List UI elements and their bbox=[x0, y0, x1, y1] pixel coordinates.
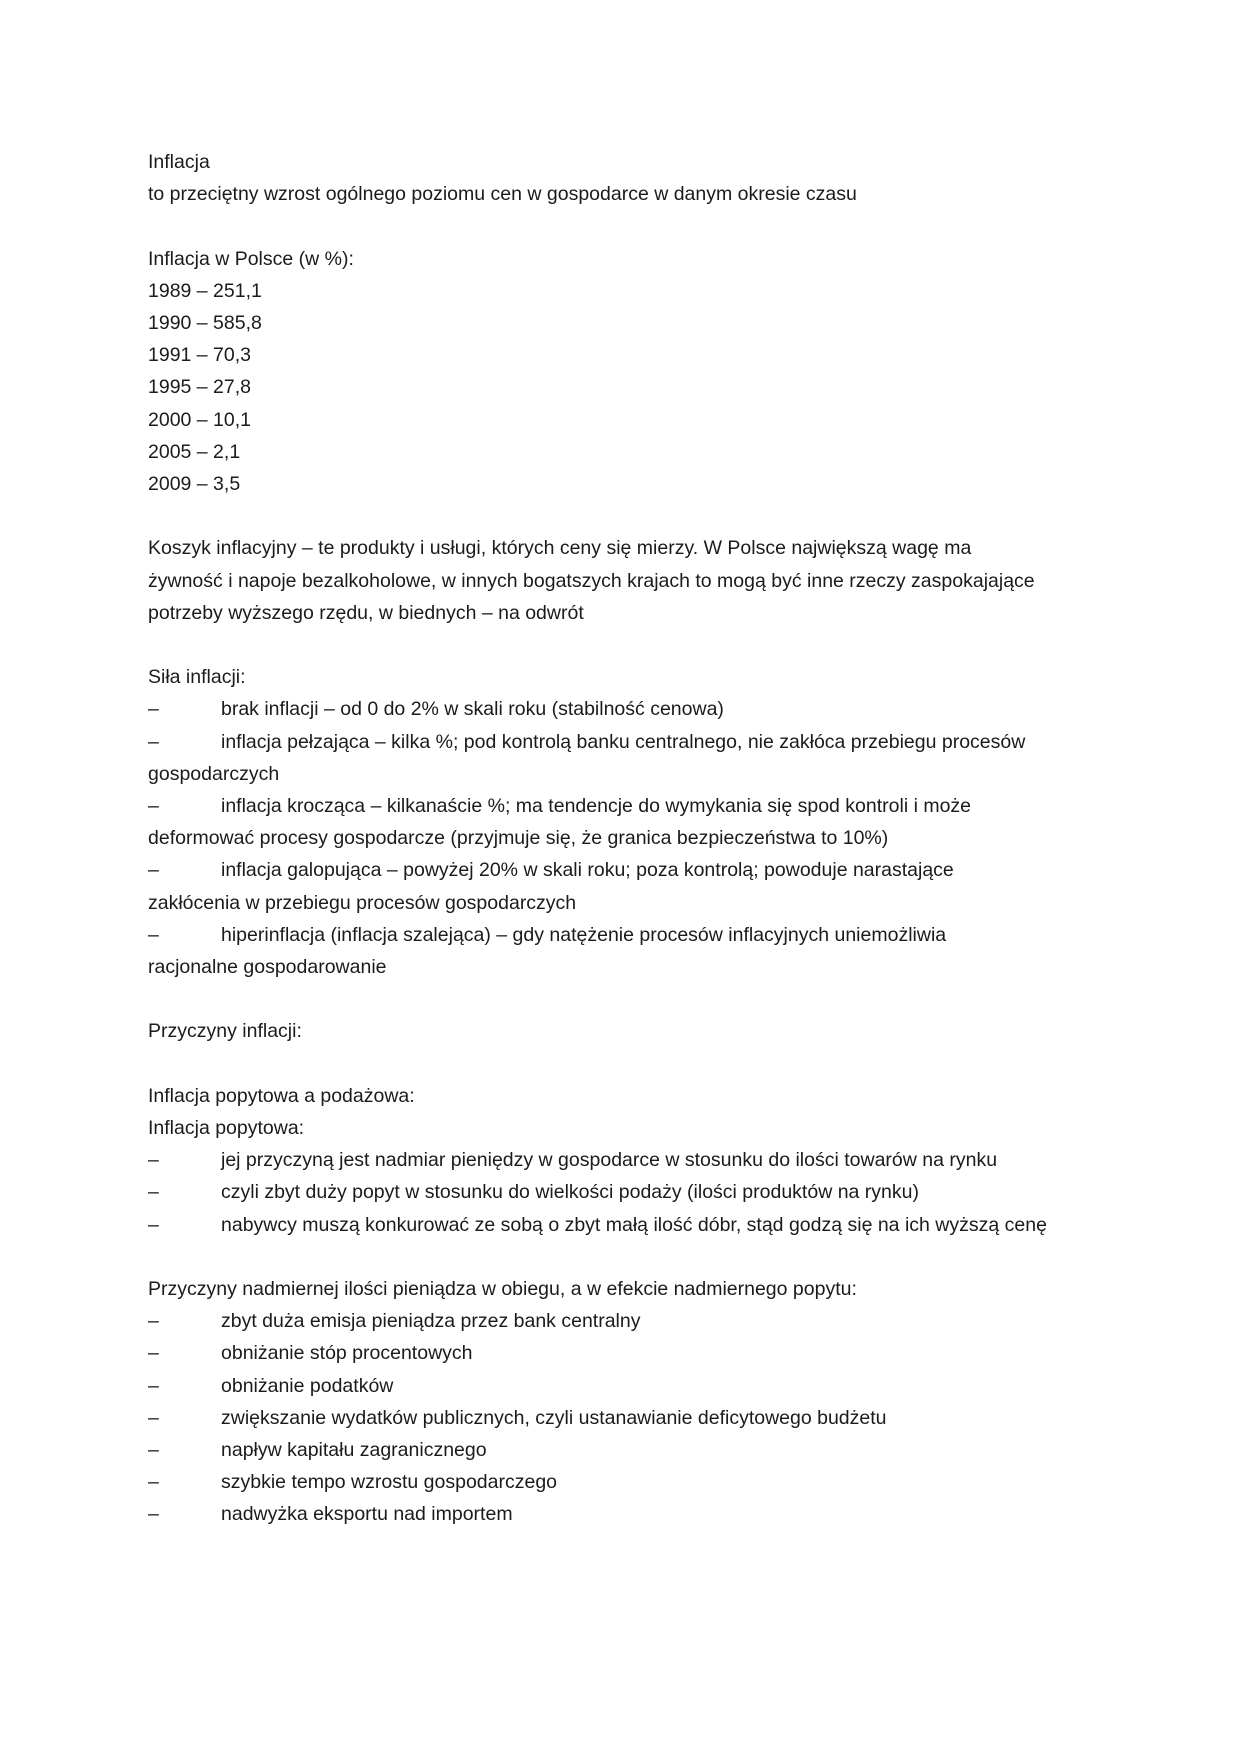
list-item-text: obniżanie stóp procentowych bbox=[221, 1342, 473, 1365]
list-item-text: czyli zbyt duży popyt w stosunku do wielkości podaży (ilości produktów na rynku) bbox=[221, 1181, 919, 1204]
spacer bbox=[148, 1048, 1108, 1080]
rate-line: 1989 – 251,1 bbox=[148, 279, 262, 302]
bullet-dash: – bbox=[148, 1471, 159, 1494]
list-item-text: zbyt duża emisja pieniądza przez bank centralny bbox=[221, 1310, 641, 1333]
demand-supply-heading: Inflacja popytowa a podażowa: bbox=[148, 1084, 415, 1107]
bullet-dash: – bbox=[148, 1406, 159, 1429]
list-item bbox=[148, 1337, 1108, 1369]
bullet-dash: – bbox=[148, 1439, 159, 1462]
document-page bbox=[148, 146, 1108, 1531]
list-item bbox=[148, 1498, 1108, 1530]
basket-paragraph-line: żywność i napoje bezalkoholowe, w innych bogatszych krajach to mogą być inne rzeczy zaspokajające bbox=[148, 569, 1035, 592]
list-item bbox=[148, 1305, 1108, 1337]
spacer bbox=[148, 983, 1108, 1015]
list-item bbox=[148, 693, 1108, 725]
list-item-text: inflacja galopująca – powyżej 20% w skali roku; poza kontrolą; powoduje narastające bbox=[221, 859, 954, 882]
list-item bbox=[148, 726, 1108, 790]
list-item bbox=[148, 1434, 1108, 1466]
poland-heading: Inflacja w Polsce (w %): bbox=[148, 247, 354, 270]
causes-heading: Przyczyny inflacji: bbox=[148, 1020, 302, 1043]
bullet-dash: – bbox=[148, 859, 159, 882]
list-item-text: brak inflacji – od 0 do 2% w skali roku (stabilność cenowa) bbox=[221, 698, 724, 721]
rate-line: 2000 – 10,1 bbox=[148, 408, 252, 431]
spacer bbox=[148, 210, 1108, 242]
basket-paragraph-line: potrzeby wyższego rzędu, w biednych – na odwrót bbox=[148, 601, 584, 624]
list-item bbox=[148, 1176, 1108, 1208]
list-item-text: nabywcy muszą konkurować ze sobą o zbyt małą ilość dóbr, stąd godzą się na ich wyższą cenę bbox=[221, 1213, 1047, 1236]
list-item-text: napływ kapitału zagranicznego bbox=[221, 1439, 487, 1462]
rate-line: 2005 – 2,1 bbox=[148, 440, 241, 463]
definition-text: to przeciętny wzrost ogólnego poziomu cen w gospodarce w danym okresie czasu bbox=[148, 183, 857, 206]
strength-heading: Siła inflacji: bbox=[148, 666, 246, 689]
list-item-text: zwiększanie wydatków publicznych, czyli ustanawianie deficytowego budżetu bbox=[221, 1406, 887, 1429]
rate-line: 1991 – 70,3 bbox=[148, 344, 252, 367]
list-item-text: nadwyżka eksportu nad importem bbox=[221, 1503, 513, 1526]
rate-line: 2009 – 3,5 bbox=[148, 473, 241, 496]
rate-line: 1995 – 27,8 bbox=[148, 376, 252, 399]
list-item bbox=[148, 1402, 1108, 1434]
bullet-dash: – bbox=[148, 795, 159, 818]
spacer bbox=[148, 500, 1108, 532]
list-item bbox=[148, 1209, 1108, 1241]
list-item bbox=[148, 919, 1108, 983]
list-item bbox=[148, 1144, 1108, 1176]
list-item bbox=[148, 1370, 1108, 1402]
bullet-dash: – bbox=[148, 1503, 159, 1526]
spacer bbox=[148, 1241, 1108, 1273]
bullet-dash: – bbox=[148, 698, 159, 721]
list-item-text: obniżanie podatków bbox=[221, 1374, 394, 1397]
list-item-text: hiperinflacja (inflacja szalejąca) – gdy natężenie procesów inflacyjnych uniemożliwia bbox=[221, 923, 947, 946]
spacer bbox=[148, 629, 1108, 661]
bullet-dash: – bbox=[148, 730, 159, 753]
bullet-dash: – bbox=[148, 1213, 159, 1236]
excess-money-heading: Przyczyny nadmiernej ilości pieniądza w obiegu, a w efekcie nadmiernego popytu: bbox=[148, 1278, 857, 1301]
list-item-continuation: racjonalne gospodarowanie bbox=[148, 956, 387, 979]
bullet-dash: – bbox=[148, 1310, 159, 1333]
list-item bbox=[148, 854, 1108, 918]
demand-heading: Inflacja popytowa: bbox=[148, 1117, 305, 1140]
list-item-text: inflacja pełzająca – kilka %; pod kontrolą banku centralnego, nie zakłóca przebiegu procesów bbox=[221, 730, 1026, 753]
document-title: Inflacja bbox=[148, 151, 210, 173]
bullet-dash: – bbox=[148, 1181, 159, 1204]
bullet-dash: – bbox=[148, 1149, 159, 1172]
list-item-text: szybkie tempo wzrostu gospodarczego bbox=[221, 1471, 558, 1494]
list-item bbox=[148, 790, 1108, 854]
list-item bbox=[148, 1466, 1108, 1498]
list-item-text: inflacja krocząca – kilkanaście %; ma tendencje do wymykania się spod kontroli i może bbox=[221, 795, 972, 818]
list-item-continuation: deformować procesy gospodarcze (przyjmuje się, że granica bezpieczeństwa to 10%) bbox=[148, 827, 889, 850]
bullet-dash: – bbox=[148, 1342, 159, 1365]
bullet-dash: – bbox=[148, 1374, 159, 1397]
rate-line: 1990 – 585,8 bbox=[148, 312, 262, 334]
list-item-continuation: gospodarczych bbox=[148, 762, 280, 785]
basket-paragraph-line: Koszyk inflacyjny – te produkty i usługi, których ceny się mierzy. W Polsce największą wagę ma bbox=[148, 537, 972, 560]
list-item-continuation: zakłócenia w przebiegu procesów gospodarczych bbox=[148, 891, 577, 914]
bullet-dash: – bbox=[148, 923, 159, 946]
list-item-text: jej przyczyną jest nadmiar pieniędzy w gospodarce w stosunku do ilości towarów na rynku bbox=[221, 1149, 998, 1172]
